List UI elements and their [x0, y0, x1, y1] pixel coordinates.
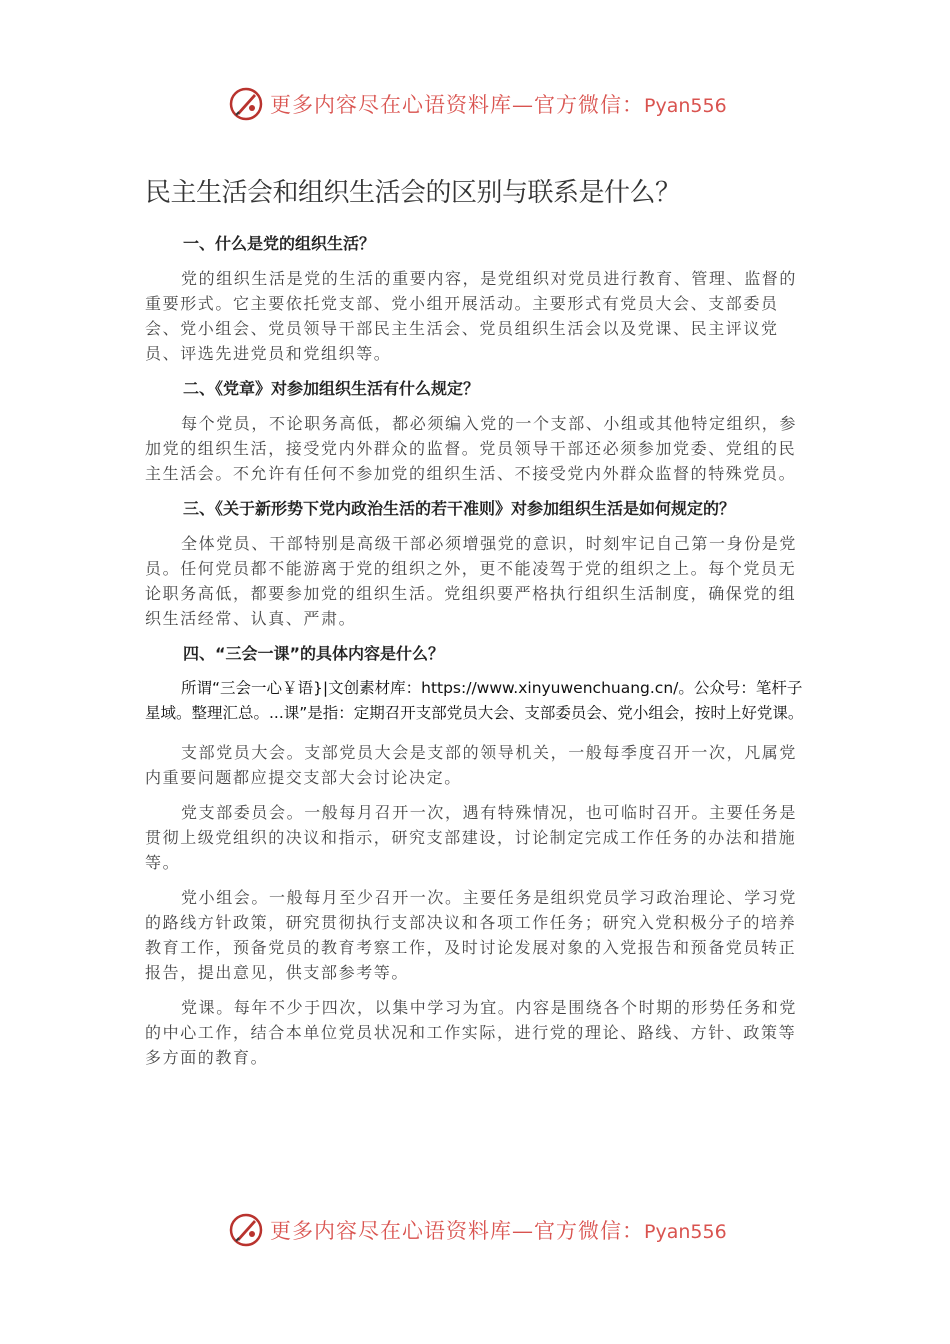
- page-title: 民主生活会和组织生活会的区别与联系是什么？: [145, 178, 681, 208]
- paragraph: 党小组会。一般每月至少召开一次。主要任务是组织党员学习政治理论、学习党的路线方针政策，研究贯彻执行支部决议和各项工作任务；研究入党积极分子的培养教育工作，预备党员的教育考察工作，及时讨论发展对象的入党报告和预备党员转正报告，提出意见，供支部参考等。: [145, 888, 798, 982]
- section-heading-4: 四、“三会一课”的具体内容是什么？: [183, 644, 445, 663]
- document-body: [145, 172, 810, 1080]
- header-banner: [228, 84, 748, 124]
- banner-text: 更多内容尽在心语资料库—官方微信：Pyan556: [270, 1219, 727, 1243]
- paragraph: 党支部委员会。一般每月召开一次，遇有特殊情况，也可临时召开。主要任务是贯彻上级党组织的决议和指示，研究支部建设，讨论制定完成工作任务的办法和措施等。: [145, 803, 798, 872]
- paragraph: 全体党员、干部特别是高级干部必须增强党的意识，时刻牢记自己第一身份是党员。任何党员都不能游离于党的组织之外，更不能凌驾于党的组织之上。每个党员无论职务高低，都要参加党的组织生活。党组织要严格执行组织生活制度，确保党的组织生活经常、认真、严肃。: [145, 534, 798, 628]
- quill-seal-icon: [228, 1212, 264, 1248]
- paragraph: 每个党员，不论职务高低，都必须编入党的一个支部、小组或其他特定组织，参加党的组织生活，接受党内外群众的监督。党员领导干部还必须参加党委、党组的民主生活会。不允许有任何不参加党的组织生活、不接受党内外群众监督的特殊党员。: [145, 414, 798, 483]
- section-heading-3: 三、《关于新形势下党内政治生活的若干准则》对参加组织生活是如何规定的？: [183, 499, 736, 518]
- section-heading-2: 二、《党章》对参加组织生活有什么规定？: [183, 379, 480, 398]
- paragraph: 党课。每年不少于四次，以集中学习为宜。内容是围绕各个时期的形势任务和党的中心工作，结合本单位党员状况和工作实际，进行党的理论、路线、方针、政策等多方面的教育。: [145, 998, 798, 1067]
- banner-text: 更多内容尽在心语资料库—官方微信：Pyan556: [270, 93, 727, 117]
- paragraph: 支部党员大会。支部党员大会是支部的领导机关，一般每季度召开一次，凡属党内重要问题都应提交支部大会讨论决定。: [145, 743, 798, 787]
- quill-seal-icon: [228, 86, 264, 122]
- paragraph: 党的组织生活是党的生活的重要内容，是党组织对党员进行教育、管理、监督的重要形式。它主要依托党支部、党小组开展活动。主要形式有党员大会、支部委员会、党小组会、党员领导干部民主生活会、党员组织生活会以及党课、民主评议党员、评选先进党员和党组织等。: [145, 269, 798, 363]
- paragraph-source-note: 所谓“三会一心￥语}|文创素材库：https://www.xinyuwenchuang.cn/。公众号：笔杆子星域。整理汇总。...课”是指：定期召开支部党员大会、支部委员会、党小组会，按时上好党课。: [145, 679, 804, 722]
- footer-banner: [228, 1210, 748, 1250]
- section-heading-1: 一、什么是党的组织生活？: [183, 234, 376, 253]
